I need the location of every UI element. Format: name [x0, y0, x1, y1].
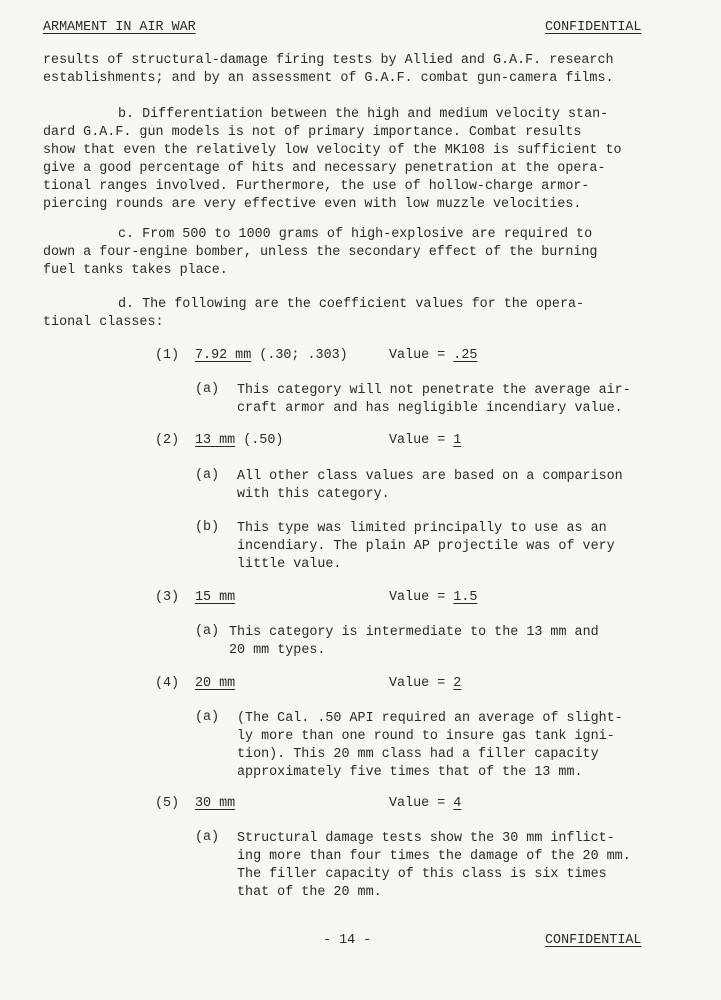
- paragraph-d-line: tional classes:: [43, 315, 164, 330]
- class-number: (1): [155, 348, 180, 363]
- class-number: (3): [155, 590, 180, 605]
- intro-line: results of structural-damage firing tests by Allied and G.A.F. research: [43, 53, 614, 68]
- note-line: ly more than one round to insure gas tank igni-: [237, 729, 615, 744]
- class-value: [389, 590, 477, 605]
- note-line: tion). This 20 mm class had a filler capacity: [237, 747, 599, 762]
- value-number: .25: [453, 348, 478, 363]
- intro-line: establishments; and by an assessment of G.A.F. combat gun-camera films.: [43, 71, 614, 86]
- caliber-label: 13 mm: [195, 433, 236, 448]
- note-label: (a): [195, 468, 220, 483]
- caliber-label: 20 mm: [195, 676, 236, 691]
- classification-footer: CONFIDENTIAL: [545, 933, 642, 948]
- note-line: This category is intermediate to the 13 mm and: [229, 625, 599, 640]
- class-value: [389, 433, 461, 448]
- class-value: [389, 796, 461, 811]
- paragraph-b-line: piercing rounds are very effective even with low muzzle velocities.: [43, 197, 582, 212]
- note-line: that of the 20 mm.: [237, 885, 382, 900]
- note-line: craft armor and has negligible incendiary value.: [237, 401, 623, 416]
- paragraph-d-line: d. The following are the coefficient values for the opera-: [118, 297, 585, 312]
- value-label: Value =: [389, 348, 454, 363]
- paragraph-b-line: show that even the relatively low velocity of the MK108 is sufficient to: [43, 143, 622, 158]
- page-number: - 14 -: [323, 933, 372, 948]
- value-number: 2: [453, 676, 462, 691]
- paragraph-b-line: tional ranges involved. Furthermore, the use of hollow-charge armor-: [43, 179, 590, 194]
- class-caliber: [195, 590, 235, 605]
- note-line: incendiary. The plain AP projectile was of very: [237, 539, 615, 554]
- note-label: (b): [195, 520, 220, 535]
- note-label: (a): [195, 624, 220, 639]
- value-label: Value =: [389, 676, 454, 691]
- value-label: Value =: [389, 796, 454, 811]
- note-line: This category will not penetrate the average air-: [237, 383, 631, 398]
- paragraph-c-line: c. From 500 to 1000 grams of high-explosive are required to: [118, 227, 593, 242]
- value-number: 4: [453, 796, 462, 811]
- note-line: This type was limited principally to use as an: [237, 521, 607, 536]
- class-caliber: [195, 796, 235, 811]
- caliber-label: 30 mm: [195, 796, 236, 811]
- paragraph-c-line: fuel tanks takes place.: [43, 263, 228, 278]
- class-value: [389, 676, 461, 691]
- caliber-extra: (.50): [235, 433, 284, 448]
- paragraph-c-line: down a four-engine bomber, unless the secondary effect of the burning: [43, 245, 598, 260]
- class-number: (5): [155, 796, 180, 811]
- note-line: (The Cal. .50 API required an average of slight-: [237, 711, 623, 726]
- value-number: 1: [453, 433, 462, 448]
- note-line: The filler capacity of this class is six times: [237, 867, 607, 882]
- note-label: (a): [195, 830, 220, 845]
- class-caliber: [195, 676, 235, 691]
- caliber-label: 15 mm: [195, 590, 236, 605]
- class-caliber: [195, 433, 283, 448]
- value-label: Value =: [389, 433, 454, 448]
- paragraph-b-line: give a good percentage of hits and necessary penetration at the opera-: [43, 161, 606, 176]
- class-caliber: [195, 348, 348, 363]
- value-label: Value =: [389, 590, 454, 605]
- value-number: 1.5: [453, 590, 478, 605]
- note-line: ing more than four times the damage of the 20 mm.: [237, 849, 631, 864]
- note-line: 20 mm types.: [229, 643, 326, 658]
- note-line: with this category.: [237, 487, 390, 502]
- note-line: approximately five times that of the 13 mm.: [237, 765, 583, 780]
- running-title: ARMAMENT IN AIR WAR: [43, 20, 196, 35]
- class-value: [389, 348, 477, 363]
- note-line: All other class values are based on a comparison: [237, 469, 623, 484]
- paragraph-b-line: b. Differentiation between the high and medium velocity stan-: [118, 107, 609, 122]
- paragraph-b-line: dard G.A.F. gun models is not of primary importance. Combat results: [43, 125, 582, 140]
- classification-header: CONFIDENTIAL: [545, 20, 642, 35]
- note-label: (a): [195, 710, 220, 725]
- caliber-extra: (.30; .303): [251, 348, 348, 363]
- class-number: (4): [155, 676, 180, 691]
- note-line: little value.: [237, 557, 342, 572]
- caliber-label: 7.92 mm: [195, 348, 252, 363]
- note-line: Structural damage tests show the 30 mm inflict-: [237, 831, 615, 846]
- note-label: (a): [195, 382, 220, 397]
- class-number: (2): [155, 433, 180, 448]
